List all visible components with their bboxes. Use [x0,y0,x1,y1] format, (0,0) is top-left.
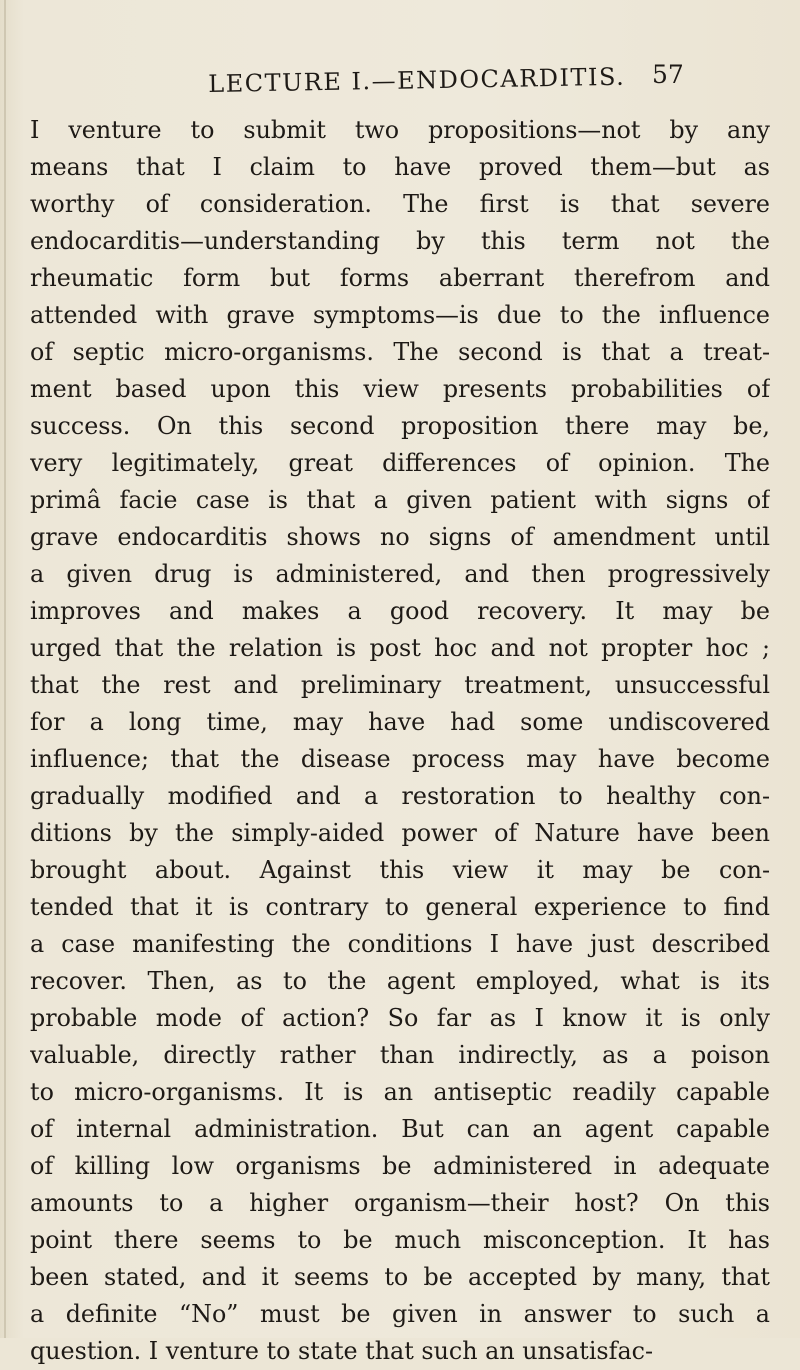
text-line: for a long time, may have had some undiscovered [30,708,770,736]
text-line: been stated, and it seems to be accepted by many, that [30,1263,770,1291]
text-line: success. On this second proposition there may be, [30,412,770,440]
text-line: rheumatic form but forms aberrant therefrom and [30,264,770,292]
text-line: that the rest and preliminary treatment, unsuccessful [30,671,770,699]
text-line: primâ facie case is that a given patient with signs of [30,486,770,514]
text-line: improves and makes a good recovery. It may be [30,597,770,625]
body-text [30,112,770,1370]
text-line: valuable, directly rather than indirectly, as a poison [30,1041,770,1069]
text-line: of internal administration. But can an agent capable [30,1115,770,1143]
text-line: means that I claim to have proved them—but as [30,153,770,181]
text-line: point there seems to be much misconception. It has [30,1226,770,1254]
text-line: of killing low organisms be administered in adequate [30,1152,770,1180]
text-line: influence; that the disease process may have become [30,745,770,773]
text-line: grave endocarditis shows no signs of amendment until [30,523,770,551]
page-edge-shadow [4,0,6,1338]
text-line: brought about. Against this view it may be con- [30,856,770,884]
page-number: 57 [652,60,684,89]
text-line: very legitimately, great differences of opinion. The [30,449,770,477]
text-line: a case manifesting the conditions I have just described [30,930,770,958]
text-line: worthy of consideration. The first is that severe [30,190,770,218]
text-line: probable mode of action? So far as I know it is only [30,1004,770,1032]
text-line: question. I venture to state that such an unsatisfac- [30,1337,654,1365]
text-line: I venture to submit two propositions—not by any [30,116,770,144]
text-line: tended that it is contrary to general experience to find [30,893,770,921]
running-head [0,60,800,110]
text-line: gradually modified and a restoration to healthy con- [30,782,770,810]
running-head-title: LECTURE I.—ENDOCARDITIS. [208,62,626,98]
text-line: amounts to a higher organism—their host? On this [30,1189,770,1217]
text-line: endocarditis—understanding by this term not the [30,227,770,255]
text-line: ditions by the simply-aided power of Nature have been [30,819,770,847]
text-line: ment based upon this view presents probabilities of [30,375,770,403]
text-line: to micro-organisms. It is an antiseptic readily capable [30,1078,770,1106]
text-line: a definite “No” must be given in answer to such a [30,1300,770,1328]
text-line: attended with grave symptoms—is due to the influence [30,301,770,329]
text-line: recover. Then, as to the agent employed, what is its [30,967,770,995]
text-line: a given drug is administered, and then progressively [30,560,770,588]
text-line: of septic micro-organisms. The second is that a treat- [30,338,770,366]
text-line: urged that the relation is post hoc and not propter hoc ; [30,634,770,662]
